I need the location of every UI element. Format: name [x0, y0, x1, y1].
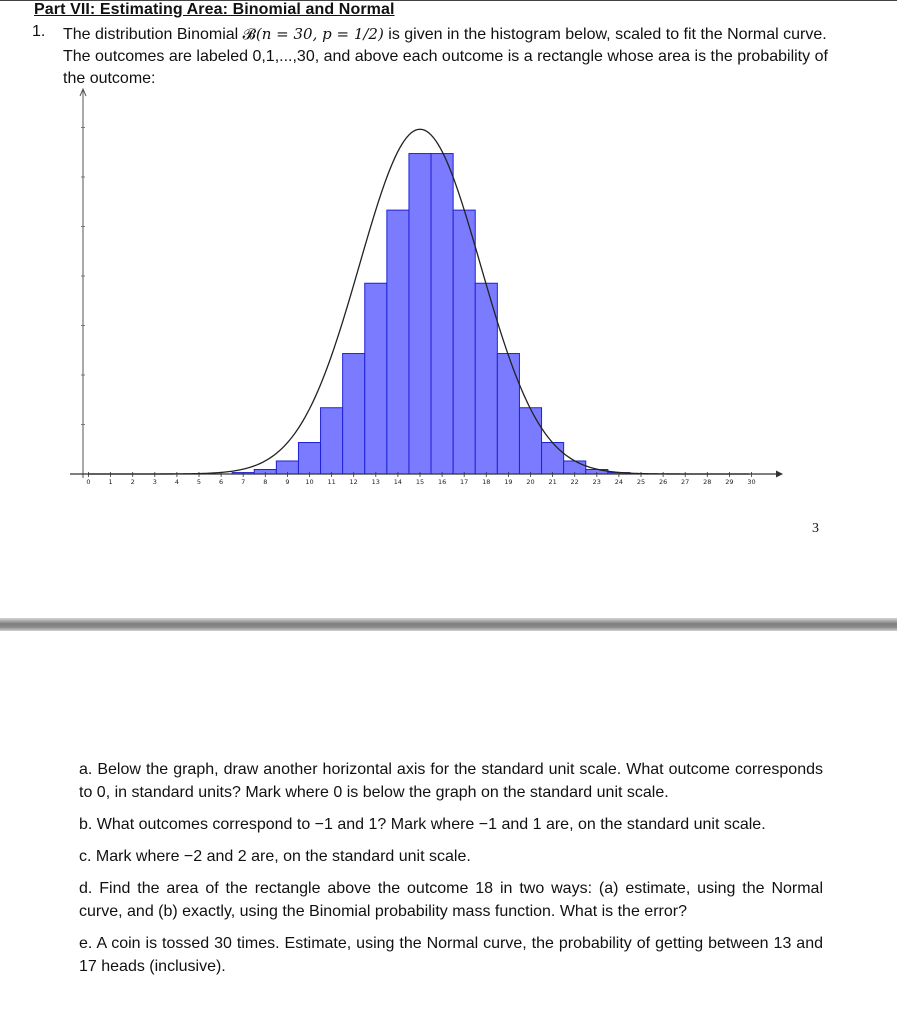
x-tick-label: 24	[614, 478, 624, 486]
x-tick-label: 25	[636, 478, 646, 486]
x-tick-label: 19	[504, 478, 513, 486]
question-text-before: The distribution Binomial	[63, 26, 243, 43]
distribution-params: (n = 30, p = 1/2)	[255, 25, 384, 43]
x-tick-label: 21	[548, 478, 557, 486]
question-text-after: is given in the histogram below, scaled to fit the Normal curve. The outcomes are labeled 0,1,...,30, and above each outcome is a rectangle whose area is the probability of the outcome:	[63, 26, 828, 87]
part-label: a.	[79, 761, 93, 778]
part-text: Mark where −2 and 2 are, on the standard unit scale.	[95, 848, 471, 865]
histogram-bar	[321, 408, 343, 474]
x-tick-label: 3	[152, 478, 157, 486]
x-tick-label: 0	[86, 478, 91, 486]
question-parts	[79, 758, 823, 987]
part-label: e.	[79, 935, 93, 952]
histogram-bar	[298, 443, 320, 474]
x-tick-label: 17	[460, 478, 469, 486]
x-tick-label: 9	[285, 478, 290, 486]
x-tick-label: 27	[681, 478, 690, 486]
question-math	[243, 25, 384, 43]
x-tick-label: 20	[526, 478, 535, 486]
x-tick-label: 13	[371, 478, 380, 486]
part-text: Find the area of the rectangle above the outcome 18 in two ways: (a) estimate, using the Normal curve, and (b) exactly, using the Binomial probability mass function. What is the error?	[79, 880, 824, 920]
x-tick-label: 12	[349, 478, 358, 486]
histogram-bar	[365, 283, 387, 474]
page-break-bar	[0, 618, 897, 631]
part-a	[79, 758, 823, 804]
part-e	[79, 932, 823, 978]
x-tick-label: 14	[393, 478, 403, 486]
distribution-symbol: 𝓑	[242, 25, 256, 43]
x-tick-label: 22	[570, 478, 579, 486]
question-text	[63, 23, 853, 90]
binomial-histogram	[60, 88, 790, 498]
question-number: 1.	[32, 23, 46, 40]
histogram-bar	[409, 154, 431, 474]
x-tick-label: 10	[305, 478, 314, 486]
histogram-bar	[542, 443, 564, 474]
part-text: A coin is tossed 30 times. Estimate, using the Normal curve, the probability of getting between 13 and 17 heads (inclusive).	[79, 935, 824, 975]
histogram-bar	[387, 210, 409, 474]
x-tick-label: 16	[437, 478, 447, 486]
histogram-bar	[453, 210, 475, 474]
x-tick-label: 7	[241, 478, 246, 486]
x-tick-label: 6	[219, 478, 224, 486]
section-title: Part VII: Estimating Area: Binomial and Normal	[34, 1, 395, 18]
x-tick-label: 29	[725, 478, 734, 486]
part-text: Below the graph, draw another horizontal axis for the standard unit scale. What outcome corresponds to 0, in standard units? Mark where 0 is below the graph on the standard unit scale.	[79, 761, 823, 801]
x-tick-label: 2	[130, 478, 135, 486]
x-tick-label: 5	[196, 478, 202, 486]
x-tick-label: 11	[327, 478, 336, 486]
x-tick-label: 1	[108, 478, 113, 486]
part-label: d.	[79, 880, 93, 897]
part-b	[79, 813, 823, 836]
histogram-bar	[343, 354, 365, 474]
x-tick-label: 23	[592, 478, 601, 486]
x-tick-label: 30	[747, 478, 756, 486]
part-text: What outcomes correspond to −1 and 1? Mark where −1 and 1 are, on the standard unit scale.	[96, 816, 766, 833]
x-tick-label: 28	[703, 478, 712, 486]
x-tick-label: 18	[482, 478, 491, 486]
part-c	[79, 845, 823, 868]
histogram-bar	[497, 354, 519, 474]
part-d	[79, 877, 823, 923]
histogram-bar	[519, 408, 541, 474]
page-number: 3	[812, 521, 819, 536]
histogram-bar	[431, 154, 453, 474]
x-axis-arrow	[776, 471, 783, 478]
x-tick-label: 26	[658, 478, 668, 486]
part-label: b.	[79, 816, 93, 833]
part-label: c.	[79, 848, 92, 865]
x-tick-label: 8	[263, 478, 268, 486]
x-tick-label: 15	[415, 478, 425, 486]
x-tick-label: 4	[174, 478, 179, 486]
